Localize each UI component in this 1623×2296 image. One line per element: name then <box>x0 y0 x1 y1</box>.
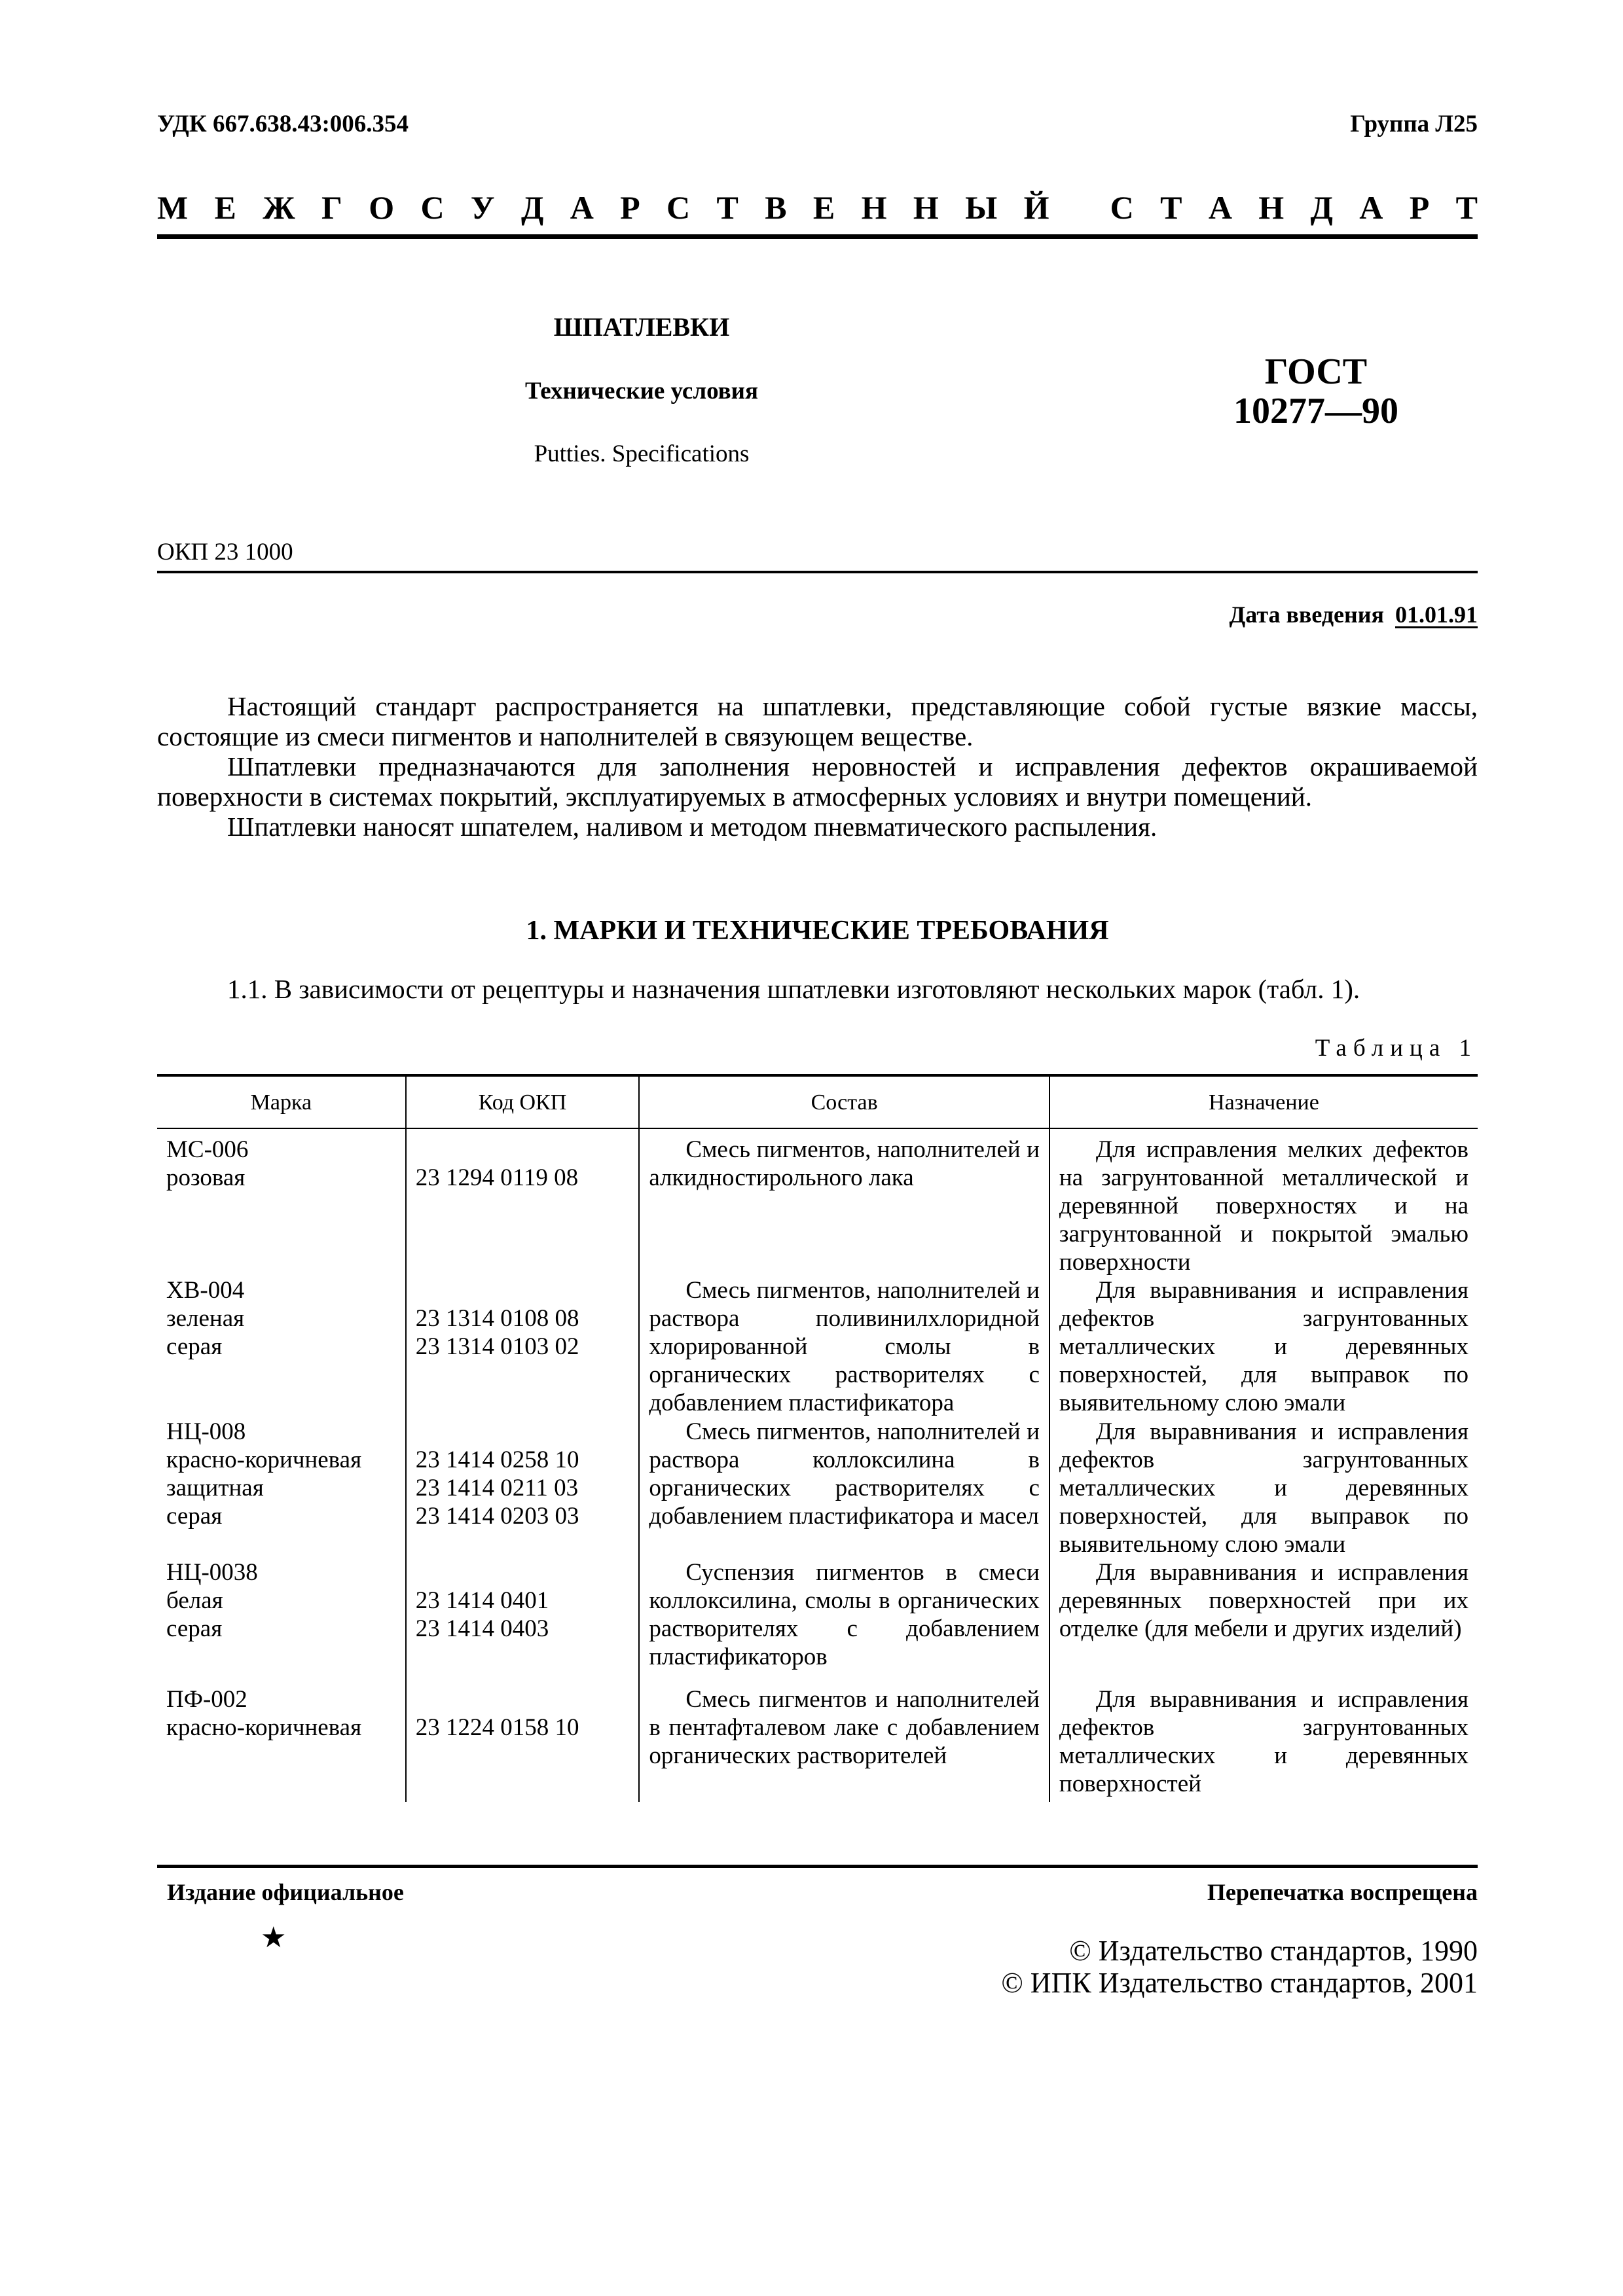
table-row <box>157 1418 1478 1558</box>
header-rule <box>157 234 1478 239</box>
mark-line: НЦ-0038 <box>166 1559 258 1586</box>
standard-type-heading <box>157 188 1478 226</box>
mark-line: зеленая <box>166 1305 245 1332</box>
heading-letter: Р <box>620 189 640 226</box>
heading-letter: О <box>369 189 395 226</box>
heading-letter: Р <box>1409 189 1430 226</box>
heading-letter: М <box>157 189 189 226</box>
composition-cell: Смесь пигментов, наполнителей и раствора коллоксилина в органических растворителях с добавлением пластификатора и масел <box>639 1418 1049 1558</box>
heading-letter: Т <box>1455 189 1478 226</box>
okp-cell <box>406 1128 640 1276</box>
heading-letter: С <box>420 189 445 226</box>
paragraph: Настоящий стандарт распространяется на шпатлевки, представляющие собой густые вязкие массы, состоящие из смеси пигментов и наполнителей в связующем веществе. <box>157 691 1478 751</box>
heading-letter: Й <box>1023 189 1049 226</box>
group-code: Группа Л25 <box>1350 111 1478 137</box>
okp-line <box>416 1418 630 1446</box>
column-header: Назначение <box>1049 1075 1478 1128</box>
okp-line: 23 1414 0211 03 <box>415 1475 579 1501</box>
document-title: ШПАТЛЕВКИ <box>553 312 730 342</box>
mark-cell <box>157 1128 406 1276</box>
okp-line: 23 1414 0403 <box>415 1615 549 1642</box>
mark-cell <box>157 1418 406 1558</box>
okp-line: 23 1314 0103 02 <box>415 1333 579 1360</box>
purpose-cell: Для выравнивания и исправления дефектов загрунтованных металлических и деревянных поверхностей, для выправок по выявительному слою эмали <box>1049 1418 1478 1558</box>
gost-label: ГОСТ <box>1264 351 1368 392</box>
okp-line: 23 1314 0108 08 <box>415 1305 579 1332</box>
okp-rule <box>157 571 1478 573</box>
okp-line <box>416 1276 630 1304</box>
purpose-cell: Для исправления мелких дефектов на загрунтованной металлической и деревянной поверхностях и на загрунтованной и покрытой эмалью поверхности <box>1049 1128 1478 1276</box>
column-header: Состав <box>639 1075 1049 1128</box>
mark-line: МС-006 <box>166 1136 249 1163</box>
purpose-cell: Для выравнивания и исправления дефектов загрунтованных металлических и деревянных поверхностей, для выправок по выявительному слою эмали <box>1049 1276 1478 1418</box>
heading-letter: Н <box>913 189 939 226</box>
column-header: Код ОКП <box>406 1075 640 1128</box>
mark-line: серая <box>166 1615 223 1642</box>
heading-letter: Ы <box>965 189 998 226</box>
mark-cell <box>157 1558 406 1685</box>
composition-cell: Суспензия пигментов в смеси коллоксилина, смолы в органических растворителях с добавлением пластификаторов <box>639 1558 1049 1685</box>
heading-letter: Д <box>520 189 544 226</box>
official-edition: Издание официальное <box>167 1879 404 1905</box>
mark-line: серая <box>166 1503 223 1530</box>
heading-letter: Г <box>321 189 342 226</box>
intro-date-value: 01.01.91 <box>1395 601 1478 628</box>
heading-letter: А <box>1208 189 1232 226</box>
okp-cell <box>406 1685 640 1802</box>
mark-line: розовая <box>166 1164 246 1191</box>
heading-letter: Н <box>861 189 887 226</box>
heading-letter: С <box>666 189 691 226</box>
okp-cell <box>406 1558 640 1685</box>
heading-letter: В <box>765 189 787 226</box>
mark-line: ХВ-004 <box>166 1277 245 1304</box>
composition-cell: Смесь пигментов и наполнителей в пентафталевом лаке с добавлением органических растворителей <box>639 1685 1049 1802</box>
heading-letter: А <box>1359 189 1383 226</box>
heading-letter: Е <box>214 189 236 226</box>
table-row <box>157 1276 1478 1418</box>
mark-cell <box>157 1685 406 1802</box>
reprint-notice: Перепечатка воспрещена <box>1207 1879 1478 1905</box>
heading-letter: Т <box>716 189 739 226</box>
table-row <box>157 1558 1478 1685</box>
okp-line: 23 1224 0158 10 <box>415 1714 579 1741</box>
heading-letter: Д <box>1310 189 1333 226</box>
mark-line: белая <box>166 1587 223 1614</box>
mark-line: защитная <box>166 1475 264 1501</box>
marks-table <box>157 1074 1478 1802</box>
udk-code: УДК 667.638.43:006.354 <box>157 111 409 137</box>
intro-date-label: Дата введения <box>1229 601 1384 628</box>
heading-letter: Н <box>1258 189 1285 226</box>
intro-date <box>1230 601 1478 628</box>
table-row <box>157 1128 1478 1276</box>
okp-cell <box>406 1418 640 1558</box>
okp-code: ОКП 23 1000 <box>157 539 293 565</box>
mark-line: красно-коричневая <box>166 1446 362 1473</box>
intro-text <box>157 691 1478 842</box>
copyright-1990: © Издательство стандартов, 1990 <box>1069 1935 1478 1967</box>
composition-cell: Смесь пигментов, наполнителей и алкидностирольного лака <box>639 1128 1049 1276</box>
mark-line: ПФ-002 <box>166 1686 247 1713</box>
clause-1-1 <box>157 974 1478 1004</box>
paragraph: 1.1. В зависимости от рецептуры и назначения шпатлевки изготовляют нескольких марок (табл. 1). <box>227 974 1360 1004</box>
heading-letter <box>1076 188 1084 226</box>
footer-rule <box>157 1865 1478 1868</box>
okp-line: 23 1414 0258 10 <box>415 1446 579 1473</box>
gost-number: 10277—90 <box>1233 391 1398 431</box>
document-subtitle: Технические условия <box>525 378 758 404</box>
heading-letter: Е <box>812 189 835 226</box>
okp-line: 23 1414 0203 03 <box>415 1503 579 1530</box>
mark-line: НЦ-008 <box>166 1418 246 1445</box>
heading-letter: Т <box>1160 189 1182 226</box>
document-english-title: Putties. Specifications <box>534 440 750 467</box>
heading-letter: А <box>570 189 594 226</box>
table-row <box>157 1685 1478 1802</box>
okp-line <box>416 1558 630 1587</box>
mark-line: серая <box>166 1333 223 1360</box>
purpose-cell: Для выравнивания и исправления деревянных поверхностей при их отделке (для мебели и других изделий) <box>1049 1558 1478 1685</box>
section-heading: 1. МАРКИ И ТЕХНИЧЕСКИЕ ТРЕБОВАНИЯ <box>526 916 1109 946</box>
copyright-2001: © ИПК Издательство стандартов, 2001 <box>1001 1967 1478 1999</box>
table-caption: Таблица 1 <box>1315 1035 1478 1062</box>
mark-line: красно-коричневая <box>166 1714 362 1741</box>
paragraph: Шпатлевки наносят шпателем, наливом и методом пневматического распыления. <box>227 812 1158 842</box>
mark-cell <box>157 1276 406 1418</box>
okp-line <box>416 1136 630 1164</box>
heading-letter: Ж <box>263 189 295 226</box>
column-header: Марка <box>157 1075 406 1128</box>
paragraph: Шпатлевки предназначаются для заполнения неровностей и исправления дефектов окрашиваемой поверхности в системах покрытий, эксплуатируемых в атмосферных условиях и внутри помещений. <box>157 751 1478 812</box>
okp-line: 23 1414 0401 <box>415 1587 549 1614</box>
purpose-cell: Для выравнивания и исправления дефектов загрунтованных металлических и деревянных поверхностей <box>1049 1685 1478 1802</box>
okp-line <box>416 1685 630 1713</box>
table-header-row <box>157 1075 1478 1128</box>
heading-letter: С <box>1110 189 1134 226</box>
heading-letter: У <box>470 189 495 226</box>
star-icon: ★ <box>261 1922 287 1954</box>
okp-cell <box>406 1276 640 1418</box>
composition-cell: Смесь пигментов, наполнителей и раствора поливинилхлоридной хлорированной смолы в органических растворителях с добавлением пластификатора <box>639 1276 1049 1418</box>
okp-line: 23 1294 0119 08 <box>415 1164 579 1191</box>
